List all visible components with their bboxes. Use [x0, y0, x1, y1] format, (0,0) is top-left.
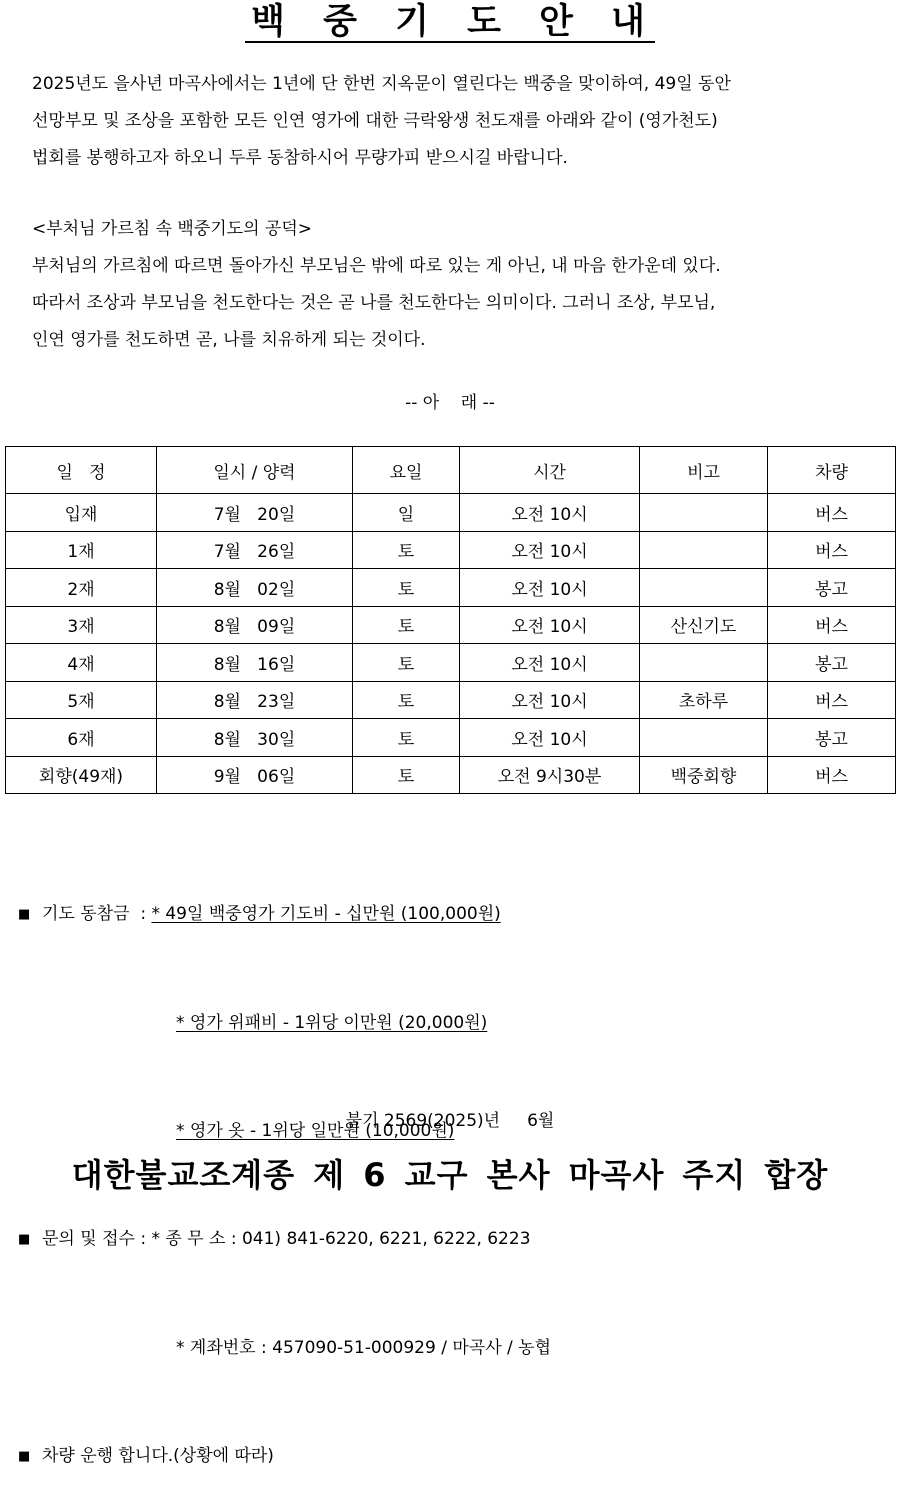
cell-date: 7월 26일: [157, 531, 353, 569]
cell-weekday: 토: [353, 644, 460, 682]
header-date: 일시 / 양력: [157, 447, 353, 494]
cell-vehicle: 버스: [768, 681, 896, 719]
cell-note: [640, 719, 768, 757]
fee-line: [18, 896, 551, 933]
document-title: 백 중 기 도 안 내: [0, 2, 900, 43]
merit-heading: <부처님 가르침 속 백중기도의 공덕>: [32, 219, 313, 239]
cell-vehicle: 봉고: [768, 644, 896, 682]
cell-vehicle: 봉고: [768, 719, 896, 757]
footer-date: 불기 2569(2025)년 6월: [345, 1111, 555, 1131]
cell-weekday: 일: [353, 494, 460, 532]
cell-time: 오전 10시: [460, 681, 640, 719]
cell-schedule: 5재: [6, 681, 157, 719]
table-row: [6, 531, 896, 569]
cell-date: 7월 20일: [157, 494, 353, 532]
fee-item: * 영가 위패비 - 1위당 이만원 (20,000원): [176, 1013, 488, 1033]
cell-weekday: 토: [353, 531, 460, 569]
fee-line: [18, 1005, 551, 1041]
square-bullet-icon: ■: [18, 1232, 31, 1247]
cell-note: 초하루: [640, 681, 768, 719]
cell-note: [640, 569, 768, 607]
cell-time: 오전 9시30분: [460, 756, 640, 794]
cell-vehicle: 버스: [768, 606, 896, 644]
cell-date: 8월 23일: [157, 681, 353, 719]
cell-note: 백중회향: [640, 756, 768, 794]
table-header-row: [6, 447, 896, 494]
header-vehicle: 차량: [768, 447, 896, 494]
cell-time: 오전 10시: [460, 719, 640, 757]
contact-item: * 계좌번호 : 457090-51-000929 / 마곡사 / 농협: [176, 1338, 551, 1358]
cell-weekday: 토: [353, 569, 460, 607]
cell-schedule: 4재: [6, 644, 157, 682]
cell-date: 8월 02일: [157, 569, 353, 607]
cell-vehicle: 버스: [768, 494, 896, 532]
cell-time: 오전 10시: [460, 644, 640, 682]
header-time: 시간: [460, 447, 640, 494]
cell-time: 오전 10시: [460, 606, 640, 644]
cell-vehicle: 봉고: [768, 569, 896, 607]
table-row: [6, 681, 896, 719]
cell-date: 9월 06일: [157, 756, 353, 794]
vehicle-line: [18, 1438, 551, 1475]
header-note: 비고: [640, 447, 768, 494]
square-bullet-icon: ■: [18, 1449, 31, 1464]
contact-label: 문의 및 접수 :: [42, 1229, 152, 1249]
header-weekday: 요일: [353, 447, 460, 494]
cell-note: [640, 531, 768, 569]
cell-weekday: 토: [353, 756, 460, 794]
cell-note: [640, 494, 768, 532]
intro-line: 선망부모 및 조상을 포함한 모든 인연 영가에 대한 극락왕생 천도재를 아래와 같이 (영가천도): [32, 111, 718, 131]
cell-time: 오전 10시: [460, 531, 640, 569]
merit-line: 부처님의 가르침에 따르면 돌아가신 부모님은 밖에 따로 있는 게 아닌, 내 마음 한가운데 있다.: [32, 256, 721, 276]
table-row: [6, 719, 896, 757]
cell-schedule: 입재: [6, 494, 157, 532]
table-row: [6, 494, 896, 532]
contact-line: [18, 1330, 551, 1366]
cell-note: 산신기도: [640, 606, 768, 644]
cell-schedule: 2재: [6, 569, 157, 607]
contact-line: [18, 1221, 551, 1258]
square-bullet-icon: ■: [18, 907, 31, 922]
cell-vehicle: 버스: [768, 756, 896, 794]
cell-time: 오전 10시: [460, 494, 640, 532]
cell-weekday: 토: [353, 719, 460, 757]
table-row: [6, 644, 896, 682]
fee-item: * 영가 옷 - 1위당 일만원 (10,000원): [176, 1121, 455, 1141]
fee-item: * 49일 백중영가 기도비 - 십만원 (100,000원): [151, 904, 501, 924]
footer-organization: 대한불교조계종 제 6 교구 본사 마곡사 주지 합장: [71, 1156, 829, 1194]
cell-time: 오전 10시: [460, 569, 640, 607]
intro-line: 법회를 봉행하고자 하오니 두루 동참하시어 무량가피 받으시길 바랍니다.: [32, 148, 568, 168]
cell-vehicle: 버스: [768, 531, 896, 569]
cell-schedule: 6재: [6, 719, 157, 757]
cell-date: 8월 30일: [157, 719, 353, 757]
header-schedule: 일 정: [6, 447, 157, 494]
table-row: [6, 756, 896, 794]
intro-line: 2025년도 을사년 마곡사에서는 1년에 단 한번 지옥문이 열린다는 백중을 맞이하여, 49일 동안: [32, 74, 731, 94]
cell-weekday: 토: [353, 681, 460, 719]
cell-date: 8월 16일: [157, 644, 353, 682]
table-row: [6, 606, 896, 644]
below-label: -- 아 래 --: [405, 393, 495, 413]
vehicle-note: 차량 운행 합니다.(상황에 따라): [42, 1446, 274, 1466]
cell-schedule: 회향(49재): [6, 756, 157, 794]
cell-note: [640, 644, 768, 682]
cell-schedule: 1재: [6, 531, 157, 569]
table-row: [6, 569, 896, 607]
cell-date: 8월 09일: [157, 606, 353, 644]
merit-line: 따라서 조상과 부모님을 천도한다는 것은 곧 나를 천도한다는 의미이다. 그러니 조상, 부모님,: [32, 293, 716, 313]
cell-schedule: 3재: [6, 606, 157, 644]
cell-weekday: 토: [353, 606, 460, 644]
fee-label: 기도 동참금 :: [42, 904, 152, 924]
merit-line: 인연 영가를 천도하면 곧, 나를 치유하게 되는 것이다.: [32, 330, 426, 350]
contact-item: * 종 무 소 : 041) 841-6220, 6221, 6222, 6223: [151, 1229, 531, 1249]
intro-paragraph: [32, 66, 868, 177]
merit-paragraph: [32, 248, 868, 359]
schedule-table: [5, 446, 896, 794]
